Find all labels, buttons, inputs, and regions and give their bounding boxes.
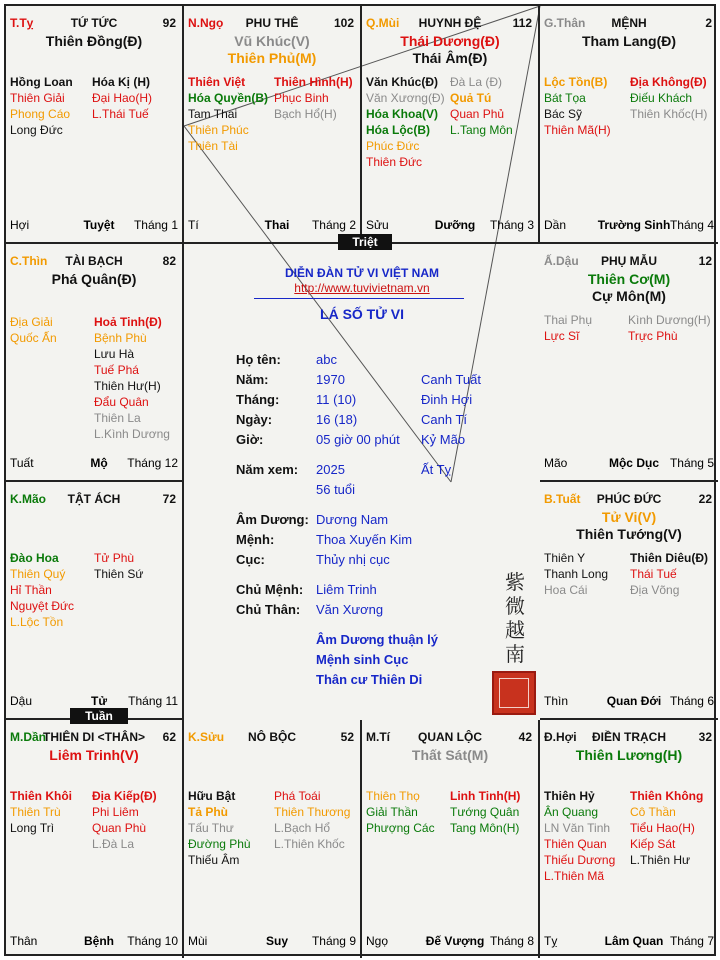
month-label: Tháng 5	[669, 456, 714, 470]
star-item: Giải Thần	[366, 805, 418, 819]
star-item: Thiên Thương	[274, 805, 351, 819]
info-label: Giờ:	[236, 432, 264, 447]
right-star-column	[92, 788, 157, 852]
star-item: Hóa Kị (H)	[92, 75, 150, 89]
palace-name: ĐIỀN TRẠCH	[592, 730, 666, 744]
star-item: Bác Sỹ	[544, 107, 583, 121]
star-item: L.Thiên Khốc	[274, 837, 345, 851]
age-number: 62	[162, 730, 176, 744]
palace-cell-suu[interactable]	[184, 720, 362, 958]
right-star-column	[630, 74, 707, 122]
palace-name: TỨ TỨC	[70, 16, 118, 30]
star-item: Văn Khúc(Đ)	[366, 75, 438, 89]
horoscope-board	[4, 4, 716, 956]
star-item: Thiên Mã(H)	[544, 123, 611, 137]
star-item: L.Thiên Mã	[544, 869, 605, 883]
star-item: Thiên Không	[630, 789, 704, 803]
cell-footer	[366, 934, 534, 950]
heavenly-stem-label: K.Sửu	[188, 730, 225, 744]
age-number: 22	[698, 492, 712, 506]
heavenly-stem-label: Đ.Hợi	[544, 730, 577, 744]
earthly-branch-label: Sửu	[366, 218, 389, 232]
right-star-column	[274, 788, 350, 852]
age-number: 32	[698, 730, 712, 744]
cell-footer	[544, 694, 714, 710]
summary-note: Âm Dương thuận lý	[316, 632, 438, 647]
star-item: Phi Liêm	[92, 805, 139, 819]
star-item: Phá Toái	[274, 789, 321, 803]
month-label: Tháng 7	[669, 934, 714, 948]
star-item: Long Đức	[10, 123, 63, 137]
cell-header	[544, 492, 714, 508]
month-label: Tháng 11	[128, 694, 178, 708]
info-value: Liêm Trinh	[316, 582, 377, 597]
heavenly-stem-label: T.Tỵ	[10, 16, 34, 30]
star-item: Thiếu Âm	[188, 853, 240, 867]
earthly-branch-label: Thìn	[544, 694, 569, 708]
info-value-secondary: Ất Tỵ	[421, 462, 452, 477]
palace-cell-mui[interactable]	[362, 6, 540, 244]
earthly-branch-label: Tuất	[10, 456, 34, 470]
left-star-column	[10, 74, 73, 138]
cell-footer	[10, 934, 178, 950]
star-item: Thiên Khốc(H)	[630, 107, 708, 121]
life-stage-label: Bệnh	[84, 934, 114, 948]
palace-cell-tuat[interactable]	[540, 482, 718, 720]
left-star-column	[544, 788, 615, 884]
forum-url-link[interactable]: http://www.tuvivietnam.vn	[294, 281, 430, 295]
right-star-column	[628, 312, 711, 344]
info-value-secondary: Canh Tuất	[421, 372, 481, 387]
star-item: L.Thiên Hư	[630, 853, 691, 867]
info-label: Cục:	[236, 552, 265, 567]
star-item: Thiếu Dương	[544, 853, 616, 867]
left-star-column	[188, 74, 268, 154]
info-label: Chủ Mệnh:	[236, 582, 304, 597]
star-item: Đào Hoa	[10, 551, 59, 565]
title-divider	[254, 298, 464, 299]
palace-cell-ti[interactable]	[362, 720, 540, 958]
star-item: Quả Tú	[450, 91, 492, 105]
star-item: Thiên Quý	[10, 567, 66, 581]
palace-name: THIÊN DI <THÂN>	[42, 730, 145, 744]
star-item: Nguyệt Đức	[10, 599, 75, 613]
cell-header	[366, 16, 534, 32]
palace-cell-ty[interactable]	[6, 6, 184, 244]
cell-footer	[544, 934, 714, 950]
palace-cell-dan[interactable]	[6, 720, 184, 958]
left-star-column	[10, 550, 74, 630]
life-stage-label: Suy	[265, 934, 288, 948]
summary-note: Mệnh sinh Cục	[316, 652, 409, 667]
life-stage-label: Tuyệt	[83, 218, 115, 232]
star-item: Địa Võng	[630, 583, 680, 597]
star-item: Hoả Tinh(Đ)	[94, 315, 162, 329]
star-item: Bát Tọa	[544, 91, 586, 105]
life-stage-label: Mộc Dục	[608, 456, 659, 470]
month-label: Tháng 6	[669, 694, 714, 708]
star-item: Hóa Lộc(B)	[366, 123, 430, 137]
summary-note: Thân cư Thiên Di	[316, 672, 423, 687]
info-value: 56 tuổi	[316, 482, 356, 497]
star-item: L.Bạch Hổ	[274, 821, 331, 835]
info-label: Ngày:	[236, 412, 273, 427]
life-stage-label: Tử	[90, 694, 108, 708]
star-item: L.Thái Tuế	[92, 107, 149, 121]
palace-cell-mao[interactable]	[6, 482, 184, 720]
palace-cell-hoi[interactable]	[540, 720, 718, 958]
star-item: LN Văn Tinh	[544, 821, 611, 835]
heavenly-stem-label: Ấ.Dậu	[544, 254, 579, 268]
red-seal-icon	[492, 671, 536, 715]
life-stage-label: Thai	[264, 218, 290, 232]
cell-header	[544, 254, 714, 270]
age-number: 92	[162, 16, 176, 30]
star-item: Thiên La	[94, 411, 141, 425]
right-star-column	[94, 314, 170, 442]
info-value-secondary: Kỷ Mão	[421, 432, 466, 447]
cell-header	[10, 254, 178, 270]
info-value: 05 giờ 00 phút	[316, 432, 400, 447]
month-label: Tháng 4	[669, 218, 714, 232]
heavenly-stem-label: N.Ngọ	[188, 16, 224, 30]
star-item: Thiên Giải	[10, 91, 65, 105]
star-item: Tam Thai	[188, 107, 238, 121]
palace-name: QUAN LỘC	[418, 730, 482, 744]
star-item: Điếu Khách	[630, 91, 693, 105]
month-label: Tháng 10	[127, 934, 178, 948]
star-item: Thai Phụ	[544, 313, 593, 327]
star-item: Đẩu Quân	[94, 395, 149, 409]
cell-footer	[10, 218, 178, 234]
palace-name: MỆNH	[611, 16, 647, 30]
palace-name: TÀI BẠCH	[65, 254, 123, 268]
star-item: Thiên Diêu(Đ)	[630, 551, 708, 565]
left-star-column	[10, 788, 72, 836]
cell-header	[366, 730, 534, 746]
star-item: Địa Giải	[10, 315, 53, 329]
star-item: Thiên Thọ	[366, 789, 420, 803]
age-number: 12	[698, 254, 712, 268]
info-value: 11 (10)	[316, 392, 357, 407]
cell-footer	[544, 456, 714, 472]
chart-title: LÁ SỐ TỬ VI	[320, 306, 404, 322]
star-item: Lưu Hà	[94, 347, 135, 361]
left-star-column	[366, 788, 435, 836]
cell-header	[544, 730, 714, 746]
main-star: Thiên Cơ(M)	[587, 271, 671, 287]
life-stage-label: Quan Đới	[606, 694, 662, 708]
forum-name: DIỄN ĐÀN TỬ VI VIỆT NAM	[285, 266, 439, 280]
calligraphy-char: 紫	[505, 570, 525, 594]
left-star-column	[544, 550, 608, 598]
star-item: Ân Quang	[544, 805, 599, 819]
palace-name: HUYNH ĐỆ	[418, 16, 482, 30]
left-star-column	[366, 74, 445, 170]
earthly-branch-label: Tỵ	[544, 934, 558, 948]
earthly-branch-label: Hợi	[10, 218, 30, 232]
star-item: Trực Phù	[628, 329, 678, 343]
star-item: Hỉ Thần	[10, 583, 52, 597]
main-star: Vũ Khúc(V)	[234, 33, 310, 49]
palace-name: PHU THÊ	[245, 16, 299, 30]
star-item: L.Đà La	[92, 837, 135, 851]
life-stage-label: Mộ	[90, 456, 108, 470]
life-stage-label: Dưỡng	[434, 218, 476, 232]
left-star-column	[188, 788, 251, 868]
star-item: Tướng Quân	[450, 805, 520, 819]
star-item: Thiên Phúc	[188, 123, 249, 137]
heavenly-stem-label: K.Mão	[10, 492, 46, 506]
main-star: Thiên Phủ(M)	[227, 50, 317, 66]
star-item: Hoa Cái	[544, 583, 588, 597]
left-star-column	[544, 74, 611, 138]
calligraphy-char: 南	[505, 642, 525, 666]
star-item: Đường Phù	[188, 837, 251, 851]
info-label: Chủ Thân:	[236, 602, 301, 617]
right-star-column	[630, 788, 703, 868]
star-item: Hữu Bật	[188, 789, 236, 803]
calligraphy-char: 微	[505, 594, 525, 618]
star-item: Phục Binh	[274, 91, 329, 105]
star-item: Bạch Hổ(H)	[274, 107, 337, 121]
star-item: Thiên Sứ	[94, 567, 144, 581]
star-item: Thiên Tài	[188, 139, 238, 153]
star-item: Đại Hao(H)	[92, 91, 153, 105]
info-value: abc	[316, 352, 337, 367]
life-stage-label: Đế Vượng	[425, 934, 485, 948]
palace-name: PHÚC ĐỨC	[596, 492, 662, 506]
info-label: Mệnh:	[236, 532, 275, 547]
info-label: Năm:	[236, 372, 269, 387]
star-item: L.Kình Dương	[94, 427, 170, 441]
earthly-branch-label: Thân	[10, 934, 38, 948]
star-item: Linh Tinh(H)	[450, 789, 521, 803]
calligraphy-char: 越	[505, 618, 525, 642]
cell-header	[10, 16, 178, 32]
info-value: Văn Xương	[316, 602, 384, 617]
star-item: Đà La (Đ)	[450, 75, 503, 89]
info-value: Thoa Xuyến Kim	[316, 532, 413, 547]
info-label: Âm Dương:	[236, 512, 309, 527]
cell-header	[188, 16, 356, 32]
earthly-branch-label: Mão	[544, 456, 568, 470]
star-item: Thiên Việt	[188, 75, 246, 89]
month-label: Tháng 2	[311, 218, 356, 232]
palace-cell-thin[interactable]	[6, 244, 184, 482]
star-item: Quan Phủ	[450, 107, 505, 121]
info-label: Năm xem:	[236, 462, 299, 477]
star-item: Quan Phù	[92, 821, 147, 835]
star-item: Phong Cáo	[10, 107, 71, 121]
star-item: L.Lộc Tồn	[10, 615, 64, 629]
main-star: Phá Quân(Đ)	[51, 271, 137, 287]
heavenly-stem-label: C.Thìn	[10, 254, 48, 268]
age-number: 82	[162, 254, 176, 268]
age-number: 42	[518, 730, 532, 744]
star-item: Phượng Các	[366, 821, 435, 835]
info-value: 16 (18)	[316, 412, 358, 427]
star-item: Thanh Long	[544, 567, 609, 581]
star-item: Thiên Khôi	[10, 789, 72, 803]
star-item: Thiên Trù	[10, 805, 61, 819]
star-item: Thiên Quan	[544, 837, 607, 851]
info-value: Thủy nhị cục	[316, 552, 390, 567]
star-item: Phúc Đức	[366, 139, 420, 153]
star-item: Văn Xương(Đ)	[366, 91, 445, 105]
earthly-branch-label: Dần	[544, 218, 567, 232]
palace-cell-than[interactable]	[540, 6, 718, 244]
right-star-column	[630, 550, 708, 598]
month-label: Tháng 9	[311, 934, 356, 948]
center-panel	[184, 244, 540, 720]
main-star: Thất Sát(M)	[411, 747, 489, 763]
triet-marker: Triệt	[338, 234, 392, 250]
palace-name: PHỤ MẪU	[601, 254, 657, 268]
main-star: Tử Vi(V)	[601, 509, 657, 525]
star-item: Cô Thần	[630, 805, 676, 819]
info-label: Tháng:	[236, 392, 280, 407]
info-value-secondary: Đinh Hợi	[421, 392, 473, 407]
age-number: 72	[162, 492, 176, 506]
star-item: Quốc Ấn	[10, 331, 57, 345]
month-label: Tháng 1	[133, 218, 178, 232]
life-stage-label: Trường Sinh	[597, 218, 671, 232]
main-star: Thái Dương(Đ)	[400, 33, 500, 49]
star-item: Tấu Thư	[188, 821, 234, 835]
info-value-secondary: Canh Tí	[421, 412, 468, 427]
right-star-column	[274, 74, 353, 122]
heavenly-stem-label: M.Tí	[366, 730, 390, 744]
heavenly-stem-label: B.Tuất	[544, 492, 581, 506]
calligraphy-text	[502, 570, 528, 666]
earthly-branch-label: Mùi	[188, 934, 208, 948]
left-star-column	[10, 314, 57, 346]
month-label: Tháng 12	[127, 456, 178, 470]
star-item: Địa Không(Đ)	[630, 75, 707, 89]
cell-footer	[366, 218, 534, 234]
star-item: Lực Sĩ	[544, 329, 580, 343]
life-stage-label: Lâm Quan	[604, 934, 664, 948]
cell-header	[188, 730, 356, 746]
heavenly-stem-label: Q.Mùi	[366, 16, 400, 30]
info-value: 1970	[316, 372, 345, 387]
age-number: 102	[333, 16, 354, 30]
main-star: Tham Lang(Đ)	[581, 33, 677, 49]
age-number: 2	[705, 16, 712, 30]
info-value: Dương Nam	[316, 512, 389, 527]
star-item: Thiên Hình(H)	[274, 75, 353, 89]
cell-header	[10, 730, 178, 746]
main-star: Thiên Đồng(Đ)	[45, 33, 143, 49]
cell-footer	[188, 218, 356, 234]
cell-footer	[10, 456, 178, 472]
main-star: Liêm Trinh(V)	[49, 747, 139, 763]
cell-footer	[544, 218, 714, 234]
cell-header	[10, 492, 178, 508]
tuan-marker: Tuần	[70, 708, 128, 724]
star-item: Hóa Khoa(V)	[366, 107, 438, 121]
star-item: L.Tang Môn	[450, 123, 513, 137]
star-item: Thiên Hỷ	[544, 789, 595, 803]
heavenly-stem-label: M.Dần	[10, 730, 46, 744]
star-item: Địa Kiếp(Đ)	[92, 789, 157, 803]
palace-cell-ngo[interactable]	[184, 6, 362, 244]
star-item: Kình Dương(H)	[628, 313, 711, 327]
star-item: Tang Môn(H)	[450, 821, 520, 835]
star-item: Bệnh Phù	[94, 331, 147, 345]
star-item: Hóa Quyền(B)	[188, 91, 269, 105]
main-star: Thiên Lương(H)	[575, 747, 683, 763]
age-number: 112	[512, 16, 532, 30]
star-item: Thiên Y	[544, 551, 586, 565]
star-item: Thiên Hư(H)	[94, 379, 161, 393]
right-star-column	[92, 74, 152, 122]
star-item: Tả Phù	[188, 805, 229, 819]
main-star: Cự Môn(M)	[592, 288, 666, 304]
info-value: 2025	[316, 462, 345, 477]
star-item: Tuế Phá	[94, 363, 139, 377]
star-item: Kiếp Sát	[630, 837, 676, 851]
cell-footer	[188, 934, 356, 950]
info-label: Họ tên:	[236, 352, 281, 367]
month-label: Tháng 3	[489, 218, 534, 232]
earthly-branch-label: Dậu	[10, 694, 33, 708]
left-star-column	[544, 312, 592, 344]
cell-header	[544, 16, 714, 32]
star-item: Hồng Loan	[10, 75, 73, 89]
palace-name: NÔ BỘC	[248, 730, 296, 744]
star-item: Tử Phù	[94, 551, 135, 565]
star-item: Tiểu Hao(H)	[630, 821, 695, 835]
palace-name: TẬT ÁCH	[67, 492, 121, 506]
age-number: 52	[340, 730, 354, 744]
star-item: Thái Tuế	[630, 567, 677, 581]
star-item: Lộc Tồn(B)	[544, 75, 608, 89]
heavenly-stem-label: G.Thân	[544, 16, 586, 30]
star-item: Thiên Đức	[366, 155, 423, 169]
right-star-column	[450, 74, 513, 138]
right-star-column	[450, 788, 520, 836]
main-star: Thiên Tướng(V)	[576, 526, 682, 542]
right-star-column	[94, 550, 143, 582]
star-item: Long Trì	[10, 821, 55, 835]
main-star: Thái Âm(Đ)	[412, 50, 488, 66]
palace-cell-dau[interactable]	[540, 244, 718, 482]
earthly-branch-label: Tí	[188, 218, 199, 232]
month-label: Tháng 8	[489, 934, 534, 948]
earthly-branch-label: Ngọ	[366, 934, 389, 948]
